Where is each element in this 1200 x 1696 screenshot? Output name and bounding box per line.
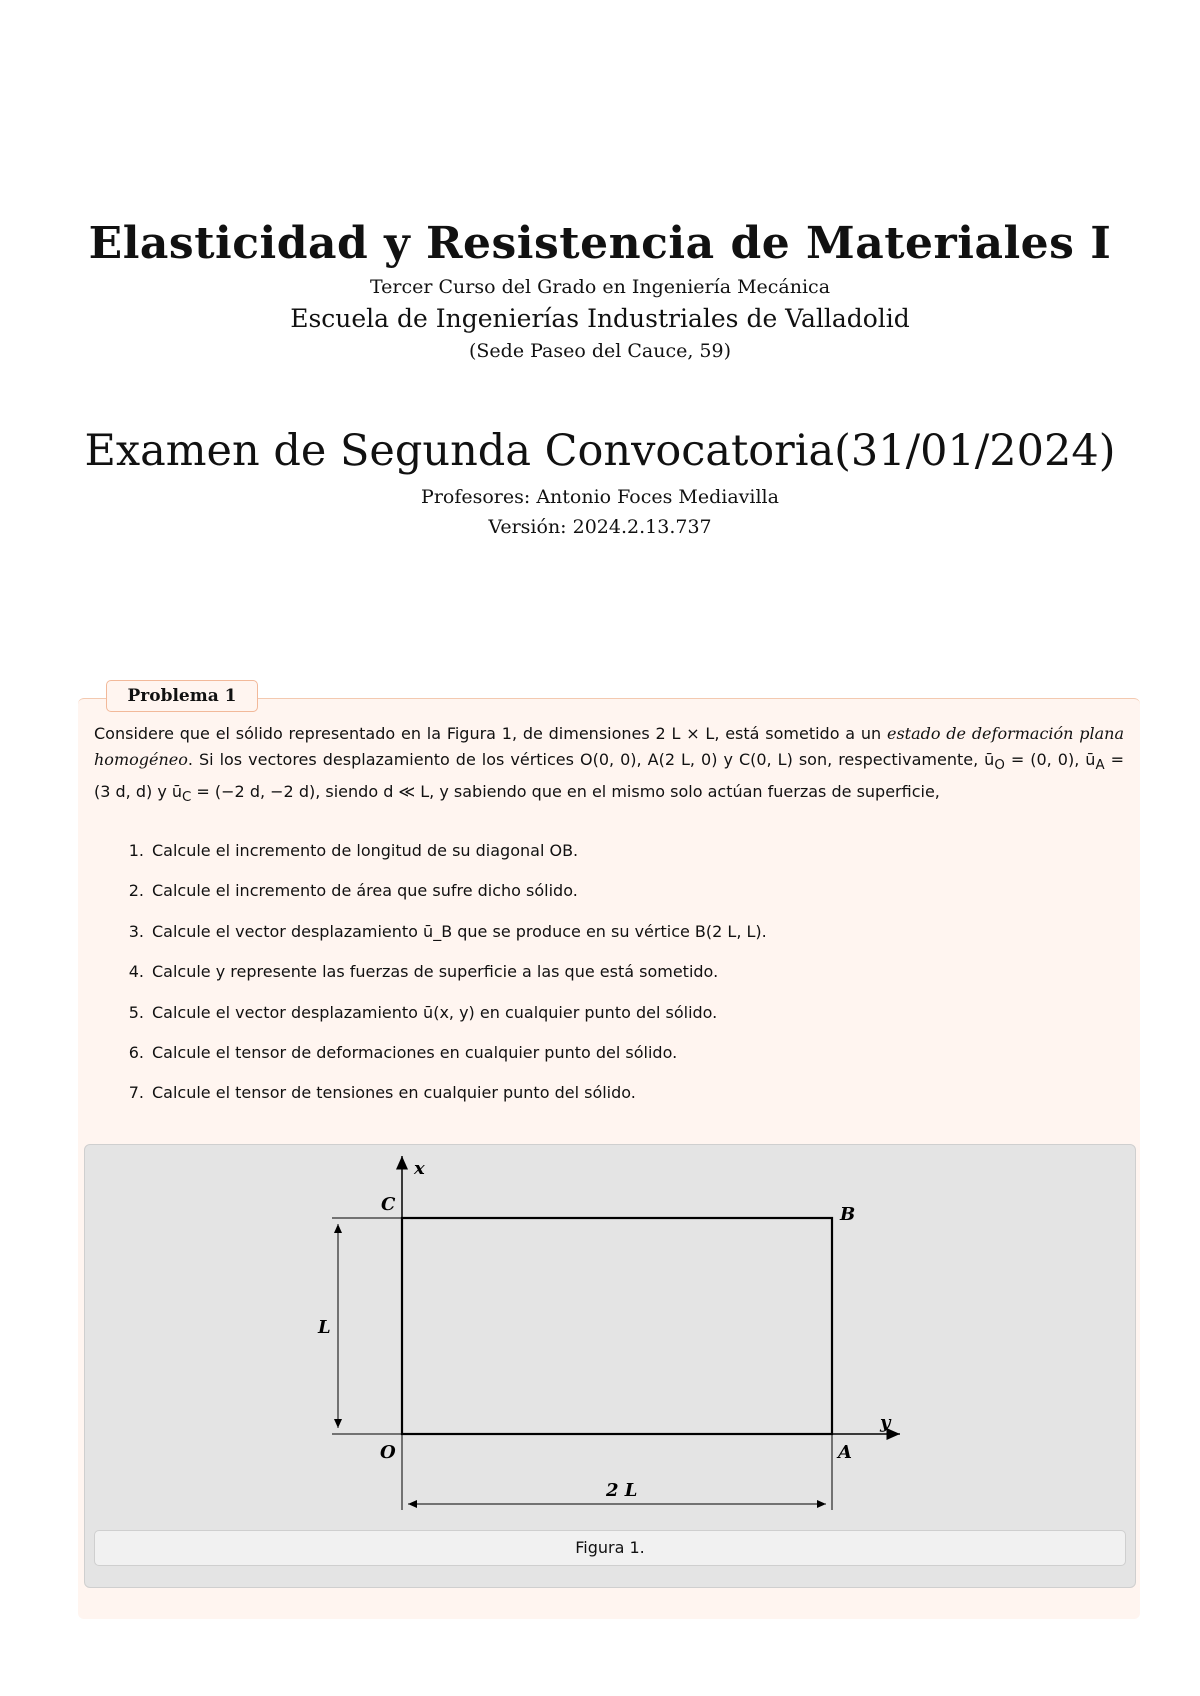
question-text: Calcule el tensor de tensiones en cualquier punto del sólido.	[152, 1083, 636, 1103]
label-O: O	[380, 1442, 396, 1463]
question-item	[110, 1000, 1110, 1040]
question-number: 1.	[128, 841, 144, 860]
question-text: Calcule el tensor de deformaciones en cualquier punto del sólido.	[152, 1042, 678, 1062]
label-L: L	[318, 1317, 331, 1338]
problem-statement	[94, 721, 1124, 811]
figure-caption: Figura 1.	[94, 1530, 1126, 1566]
label-x: x	[414, 1158, 425, 1179]
exam-title: Examen de Segunda Convocatoria(31/01/2024)	[84, 426, 1116, 476]
label-B: B	[840, 1204, 856, 1225]
question-item	[110, 1080, 1110, 1120]
school-line: Escuela de Ingenierías Industriales de Valladolid	[290, 304, 910, 333]
campus-line: (Sede Paseo del Cauce, 59)	[468, 340, 732, 362]
figure-diagram	[84, 1144, 1134, 1524]
question-number: 5.	[128, 1002, 144, 1022]
question-number: 3.	[128, 921, 144, 941]
intro-part: = (−2 d, −2 d), siendo d ≪ L, y sabiendo que en el mismo solo actúan fuerzas de superficie,	[191, 782, 940, 802]
label-y: y	[880, 1412, 891, 1433]
course-line: Tercer Curso del Grado en Ingeniería Mecánica	[369, 276, 831, 298]
question-number: 4.	[128, 962, 144, 982]
subscript: O	[994, 758, 1005, 774]
version-line: Versión: 2024.2.13.737	[488, 516, 712, 538]
question-item	[110, 959, 1110, 999]
document-title: Elasticidad y Resistencia de Materiales I	[88, 218, 1112, 269]
label-A: A	[838, 1442, 852, 1463]
solid-rectangle	[402, 1218, 832, 1434]
question-text: Calcule el vector desplazamiento ū_B que se produce en su vértice B(2 L, L).	[152, 921, 767, 941]
intro-part: = (3 d, d) y ū	[94, 750, 1124, 802]
subscript: A	[1095, 758, 1105, 774]
question-list	[110, 838, 1110, 1121]
problem-label: Problema 1	[106, 680, 258, 712]
intro-emphasis: estado de deformación plana homogéneo	[94, 724, 1125, 769]
label-C: C	[381, 1194, 396, 1215]
question-text: Calcule el incremento de longitud de su diagonal OB.	[152, 841, 579, 860]
question-item	[110, 1040, 1110, 1080]
question-number: 6.	[128, 1042, 144, 1062]
subscript: C	[182, 790, 192, 806]
question-item	[110, 919, 1110, 959]
question-item	[110, 838, 1110, 878]
question-number: 2.	[128, 881, 144, 901]
label-2L: 2 L	[606, 1480, 638, 1501]
question-number: 7.	[128, 1083, 144, 1103]
intro-part: = (0, 0), ū	[1004, 750, 1096, 769]
question-item	[110, 878, 1110, 918]
intro-part: Considere que el sólido representado en la Figura 1, de dimensiones 2 L × L, está sometido a un	[94, 724, 887, 743]
intro-part: . Si los vectores desplazamiento de los vértices O(0, 0), A(2 L, 0) y C(0, L) son, respectivamente, ū	[187, 750, 995, 769]
question-text: Calcule el vector desplazamiento ū(x, y) en cualquier punto del sólido.	[152, 1002, 718, 1022]
professors-line: Profesores: Antonio Foces Mediavilla	[421, 486, 779, 508]
question-text: Calcule el incremento de área que sufre dicho sólido.	[152, 881, 578, 901]
question-text: Calcule y represente las fuerzas de superficie a las que está sometido.	[152, 962, 719, 982]
